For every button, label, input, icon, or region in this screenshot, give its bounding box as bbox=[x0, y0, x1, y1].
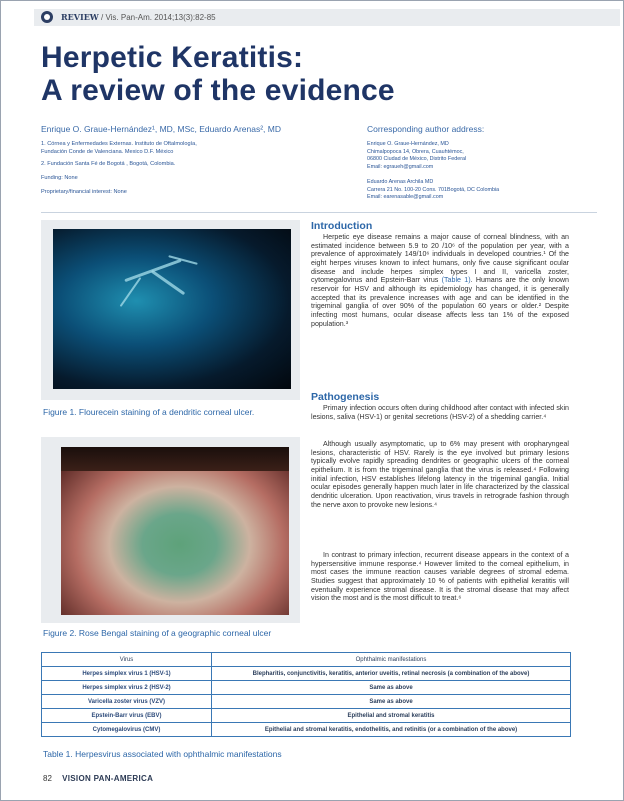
page-number: 82 bbox=[43, 774, 52, 783]
pathogenesis-paragraph-1: Primary infection occurs often during childhood after contact with infected skin lesions, saliva (HSV-1) or genital secretions (HSV-2) of a shedding carrier.⁴ bbox=[311, 404, 569, 421]
figure-2-caption: Figure 2. Rose Bengal staining of a geographic corneal ulcer bbox=[43, 628, 272, 638]
introduction-heading: Introduction bbox=[311, 220, 373, 232]
pathogenesis-paragraph-2: Although usually asymptomatic, up to 6% may present with oropharyngeal lesions, characteristic of HSV. Rarely is the eye involved but primary lesions typically evolve rapidly spreading dendrites or geographic ulcers of the corneal epithelium. It is from the trigeminal ganglia that the virus is released.⁴ Following initial infection, HSV establishes lifelong latency in the trigeminal ganglia. Initial ocular episodes generally happen much later in life characterized by the classical dendritic ulceration. Upon reactivation, virus travels in retrograde fashion through the nerve axon to provoke new lesions.⁴ bbox=[311, 440, 569, 509]
affiliation-1: 1. Córnea y Enfermedades Externas. Instituto de Oftalmología, Fundación Conde de Valenciana. Mexico D.F. México bbox=[41, 141, 197, 155]
figure-1-image bbox=[53, 229, 291, 389]
figure-2-image bbox=[61, 447, 289, 615]
divider bbox=[41, 212, 597, 213]
table-1-reference[interactable]: (Table 1) bbox=[441, 276, 471, 285]
table-row: Cytomegalovirus (CMV) Epithelial and stromal keratitis, endothelitis, and retinitis (or a combination of the above) bbox=[42, 723, 571, 737]
author-list: Enrique O. Graue-Hernández¹, MD, MSc, Eduardo Arenas², MD bbox=[41, 124, 281, 134]
page-footer bbox=[43, 774, 153, 783]
article-title bbox=[41, 41, 601, 107]
introduction-paragraph: Herpetic eye disease remains a major cause of corneal blindness, with an estimated incidence between 5.9 to 20 /10⁶ of the population per year, with a prevalence of approximately 149/10⁶ individuals in developed countries.¹ Of the eight herpes viruses known to infect humans, only five cause significant ocular disease and include herpes simplex types I and II, varicella zoster, cytomegalovirus and Epstein-Barr virus (Table 1). Humans are the only known reservoir for HSV and although its epidemiology has changed, it is generally accepted that its prevalence increases with age and can be identified in the trigeminal ganglia of over 90% of the population 60 years or older.² Despite infecting most humans, ocular disease affects less tan 1% of the exposed population.³ bbox=[311, 233, 570, 328]
running-header bbox=[34, 9, 620, 26]
funding-note: Funding: None bbox=[41, 175, 78, 181]
eye-logo-icon bbox=[41, 11, 53, 23]
running-title: REVIEW / Vis. Pan-Am. 2014;13(3):82-85 bbox=[61, 12, 216, 22]
pathogenesis-paragraph-3: In contrast to primary infection, recurrent disease appears in the context of a hypersensitive immune response.⁴ However limited to the corneal epithelium, in most cases the immune reaction causes variable degrees of stromal edema. Studies suggest that approximately 10 % of patients with epithelial keratitis will eventually experience stromal disease. It is the stromal disease that may affect vision the most and is the most difficult to treat.⁶ bbox=[311, 551, 569, 603]
corresponding-address-1: Enrique O. Graue-Hernández, MD Chimalpopoca 14, Obrera, Cuauhtémoc, 06800 Ciudad de México, Distrito Federal Email: egraueh@gmail.com bbox=[367, 141, 467, 170]
title-line-1: Herpetic Keratitis: bbox=[41, 41, 304, 74]
table-header-row bbox=[42, 653, 571, 667]
table-row: Epstein-Barr virus (EBV) Epithelial and stromal keratitis bbox=[42, 709, 571, 723]
table-row: Varicella zoster virus (VZV) Same as above bbox=[42, 695, 571, 709]
corresponding-heading: Corresponding author address: bbox=[367, 124, 485, 134]
table-header-virus: Virus bbox=[42, 653, 212, 667]
table-row: Herpes simplex virus 2 (HSV-2) Same as above bbox=[42, 681, 571, 695]
herpesvirus-table bbox=[41, 652, 571, 737]
interest-note: Proprietary/financial interest: None bbox=[41, 189, 127, 195]
affiliation-2: 2. Fundación Santa Fé de Bogotá , Bogotá, Colombia. bbox=[41, 161, 176, 167]
pathogenesis-heading: Pathogenesis bbox=[311, 391, 380, 403]
journal-brand: VISION PAN-AMERICA bbox=[62, 774, 154, 783]
table-header-manifestations: Ophthalmic manifestations bbox=[212, 653, 571, 667]
title-line-2: A review of the evidence bbox=[41, 74, 395, 107]
figure-1-caption: Figure 1. Flourecein staining of a dendritic corneal ulcer. bbox=[43, 407, 255, 417]
corresponding-address-2: Eduardo Arenas Archila MD Carrera 21 No. 100-20 Cons. 701Bogotá, DC Colombia Email: earenasable@gmail.com bbox=[367, 179, 500, 200]
table-1-caption: Table 1. Herpesvirus associated with ophthalmic manifestations bbox=[43, 749, 282, 759]
table-row: Herpes simplex virus 1 (HSV-1) Blepharitis, conjunctivitis, keratitis, anterior uveitis, retinal necrosis (a combination of the above) bbox=[42, 667, 571, 681]
